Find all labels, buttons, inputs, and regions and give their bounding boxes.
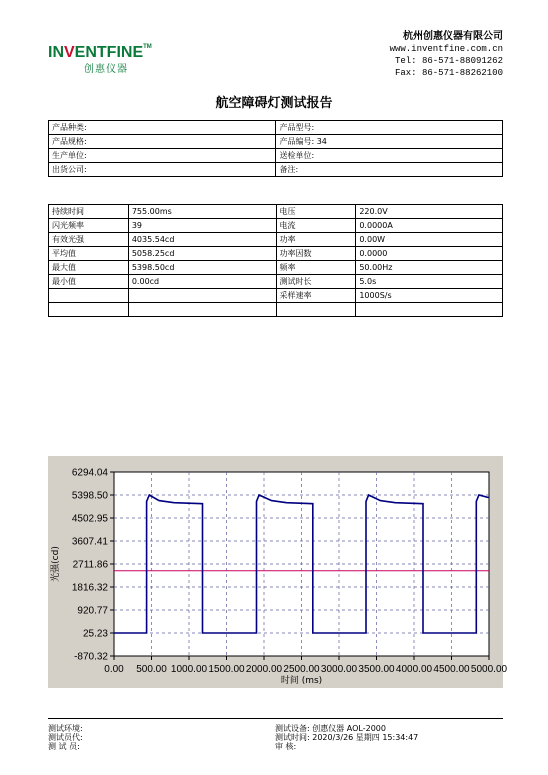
info-cell: 产品规格: [49,135,276,149]
company-fax: Fax: 86-571-88262100 [394,68,503,78]
x-tick-label: 1000.00 [170,664,208,675]
footer-device: 测试设备: 创惠仪器 AOL-2000 [275,724,386,733]
logo-brand: INVENTFINE™ [48,44,152,61]
footer-env: 测试环境: [48,724,83,733]
measure-label: 频率 [276,261,356,275]
chart-svg [48,456,508,688]
measure-value [356,303,503,317]
x-tick-label: 500.00 [136,664,167,675]
y-tick-label: 1816.32 [71,582,108,594]
company-info [390,31,503,79]
x-tick-label: 1500.00 [208,664,245,675]
measure-label: 测试时长 [276,275,356,289]
logo-chinese: 创惠仪器 [84,64,128,75]
measure-label: 闪光频率 [49,219,129,233]
measure-value: 5398.50cd [128,261,276,275]
x-tick-label: 4000.00 [395,664,433,675]
measure-value: 0.0000A [356,219,503,233]
footer-tester: 测 试 员: [48,742,80,751]
measure-label [49,303,129,317]
info-cell: 生产单位: [49,149,276,163]
measure-value: 5.0s [356,275,503,289]
y-tick-label: 3607.41 [71,536,108,548]
measure-value: 5058.25cd [128,247,276,261]
x-tick-label: 5000.00 [470,664,508,675]
x-tick-label: 0.00 [104,664,124,675]
info-cell: 产品型号: [276,121,503,135]
measure-row [49,275,503,289]
footer-datetime: 测试时间: 2020/3/26 星期四 15:34:47 [275,733,419,742]
measure-row [49,261,503,275]
info-row [49,149,503,163]
measure-value: 1000S/s [356,289,503,303]
measure-value: 4035.54cd [128,233,276,247]
measure-label [49,289,129,303]
x-tick-label: 4500.00 [433,664,470,675]
measure-value [128,289,276,303]
info-cell: 产品编号: 34 [276,135,503,149]
measure-value: 0.00W [356,233,503,247]
measure-label: 电压 [276,205,356,219]
measure-label: 功率因数 [276,247,356,261]
company-website: www.inventfine.com.cn [389,44,503,54]
footer-operator-code: 测试员代: [48,733,83,742]
footer-reviewer: 审 核: [275,742,297,751]
measure-value: 220.0V [356,205,503,219]
y-tick-label: 6294.04 [71,467,108,479]
y-tick-label: -870.32 [74,651,108,663]
info-row [49,135,503,149]
measure-label: 有效光强 [49,233,129,247]
measure-value [128,303,276,317]
measure-label: 最小值 [49,275,129,289]
measure-label: 电流 [276,219,356,233]
y-tick-label: 4502.95 [71,513,108,525]
measure-row [49,205,503,219]
y-tick-label: 5398.50 [71,490,108,502]
y-tick-label: 2711.86 [72,559,108,571]
measure-label: 最大值 [49,261,129,275]
company-tel: Tel: 86-571-88091262 [394,56,503,66]
report-title: 航空障碍灯测试报告 [215,96,333,111]
company-logo [48,44,158,84]
info-cell: 出货公司: [49,163,276,177]
measure-value: 39 [128,219,276,233]
light-intensity-chart [48,456,508,688]
measure-row [49,247,503,261]
measure-row [49,289,503,303]
x-tick-label: 3000.00 [320,664,358,675]
y-tick-label: 25.23 [82,628,108,640]
measure-label: 平均值 [49,247,129,261]
measurement-table [48,204,503,317]
measure-value: 0.00cd [128,275,276,289]
measure-row [49,233,503,247]
measure-row [49,303,503,317]
info-cell: 备注: [276,163,503,177]
footer-left [48,724,83,751]
footer-divider [48,718,503,719]
measure-value: 0.0000 [356,247,503,261]
x-axis-label: 时间 (ms) [280,676,323,686]
info-row [49,163,503,177]
measure-value: 755.00ms [128,205,276,219]
footer-right [275,724,418,751]
measure-label: 采样速率 [276,289,356,303]
measure-label: 持续时间 [49,205,129,219]
measure-label [276,303,356,317]
y-tick-label: 920.77 [77,605,108,617]
company-name: 杭州创惠仪器有限公司 [403,31,503,42]
x-tick-label: 2500.00 [283,664,320,675]
info-cell: 送检单位: [276,149,503,163]
product-info-table [48,120,503,177]
info-cell: 产品种类: [49,121,276,135]
measure-value: 50.00Hz [356,261,503,275]
measure-row [49,219,503,233]
x-tick-label: 2000.00 [245,664,283,675]
y-axis-label: 光强(cd) [51,546,61,582]
info-row [49,121,503,135]
x-tick-label: 3500.00 [358,664,395,675]
measure-label: 功率 [276,233,356,247]
